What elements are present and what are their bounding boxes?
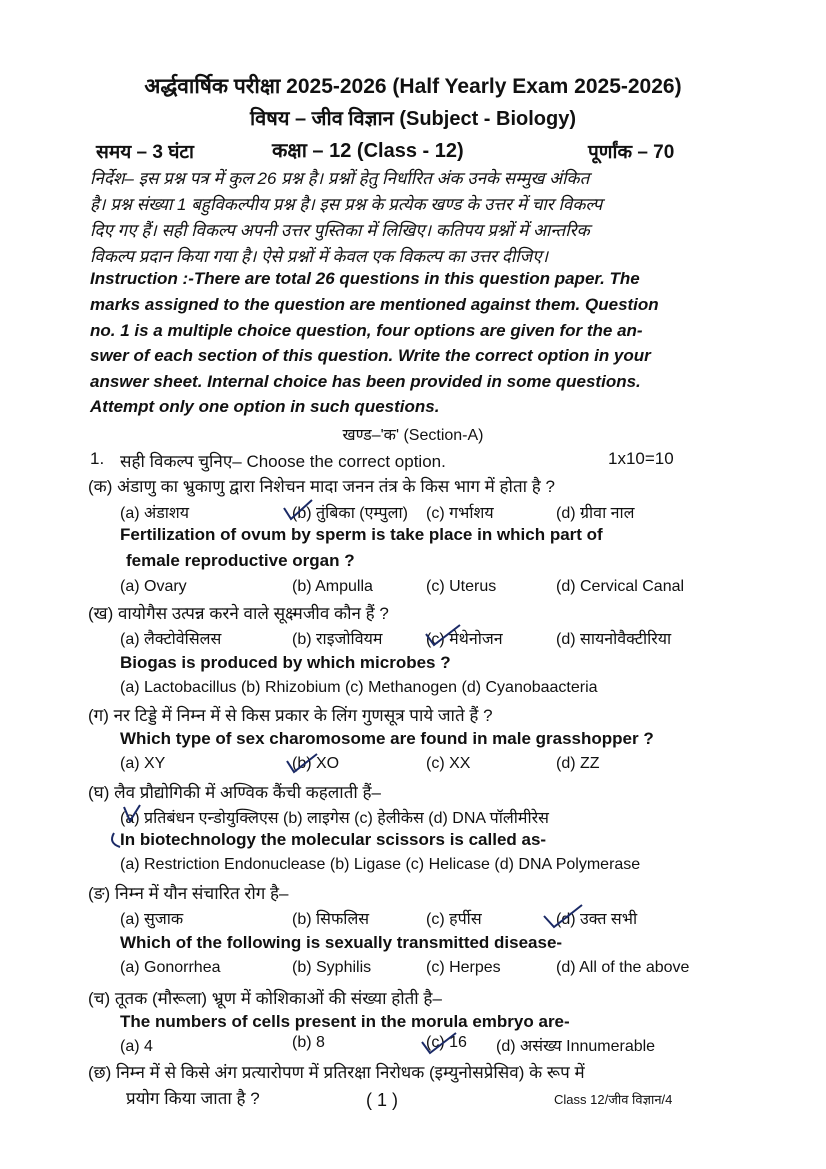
part-kha-english: Biogas is produced by which microbes ?	[120, 653, 451, 672]
instruction-english-line: marks assigned to the question are mentioned against them. Question	[90, 295, 659, 314]
class-label: कक्षा – 12 (Class - 12)	[272, 140, 464, 162]
question-marks: 1x10=10	[608, 449, 674, 468]
option-a: (a) लैक्टोवेसिलस	[120, 631, 222, 648]
part-chha-hindi: प्रयोग किया जाता है ?	[126, 1089, 260, 1108]
option-b: (b) Syphilis	[292, 959, 372, 976]
subject-line: विषय – जीव विज्ञान (Subject - Biology)	[249, 108, 576, 130]
time-label: समय – 3 घंटा	[96, 142, 194, 163]
part-ka-english: Fertilization of ovum by sperm is take place in which part of	[120, 525, 603, 544]
page-number: ( 1 )	[366, 1090, 399, 1110]
option-c: (c) Herpes	[426, 959, 501, 976]
instruction-english-line: Attempt only one option in such questions.	[90, 397, 440, 416]
option-c: (c) हर्पीस	[426, 911, 482, 928]
option-d: (d) ZZ	[556, 755, 600, 772]
options-line: (a) Restriction Endonuclease (b) Ligase (c) Helicase (d) DNA Polymerase	[120, 856, 641, 873]
options-line: (a) Lactobacillus (b) Rhizobium (c) Methanogen (d) Cyanobaacteria	[120, 679, 598, 696]
instruction-hindi-line: विकल्प प्रदान किया गया है। ऐसे प्रश्नों में केवल एक विकल्प का उत्तर दीजिए।	[90, 247, 549, 266]
instruction-english-line: answer sheet. Internal choice has been provided in some questions.	[90, 372, 641, 391]
option-a: (a) Gonorrhea	[120, 959, 221, 976]
instruction-english-line: no. 1 is a multiple choice question, four options are given for the an-	[90, 321, 643, 340]
marks-label: पूर्णांक – 70	[588, 142, 675, 163]
option-a: (a) 4	[120, 1038, 153, 1055]
option-c: (c) गर्भाशय	[426, 505, 494, 522]
option-b: (b) राइजोवियम	[292, 631, 383, 648]
part-nga-english: Which of the following is sexually transmitted disease-	[120, 933, 563, 952]
option-b: (b) तुंबिका (एम्पुला)	[292, 505, 408, 522]
option-b: (b) XO	[292, 755, 340, 772]
option-d: (d) असंख्य Innumerable	[496, 1038, 656, 1055]
option-c: (c) XX	[426, 755, 471, 772]
instruction-hindi-line: दिए गए हैं। सही विकल्प अपनी उत्तर पुस्तिका में लिखिए। कतिपय प्रश्नों में आन्तरिक	[90, 221, 590, 240]
instruction-hindi-line: निर्देश– इस प्रश्न पत्र में कुल 26 प्रश्न है। प्रश्नों हेतु निर्धारित अंक उनके सम्मुख अंकित	[90, 169, 590, 188]
option-d: (d) ग्रीवा नाल	[556, 505, 635, 522]
paper-code: Class 12/जीव विज्ञान/4	[554, 1092, 673, 1107]
option-d: (d) Cervical Canal	[556, 578, 685, 595]
instruction-hindi-line: है। प्रश्न संख्या 1 बहुविकल्पीय प्रश्न है। इस प्रश्न के प्रत्येक खण्ड के उत्तर में चार विकल्प	[90, 195, 603, 214]
option-a: (a) सुजाक	[120, 911, 184, 928]
part-ga-hindi: (ग) नर टिड्डे में निम्न में से किस प्रकार के लिंग गुणसूत्र पाये जाते हैं ?	[88, 706, 493, 725]
part-gha-hindi: (घ) लैव प्रौद्योगिकी में अण्विक कैंची कहलाती हैं–	[88, 783, 382, 802]
option-b: (b) Ampulla	[292, 578, 373, 595]
option-d: (d) सायनोवैक्टीरिया	[556, 631, 672, 648]
instruction-english-line: Instruction :-There are total 26 questions in this question paper. The	[90, 269, 640, 288]
part-chha-hindi: (छ) निम्न में से किसे अंग प्रत्यारोपण में प्रतिरक्षा निरोधक (इम्युनोसप्रेसिव) के रूप में	[88, 1063, 585, 1082]
part-kha-hindi: (ख) वायोगैस उत्पन्न करने वाले सूक्ष्मजीव कौन हैं ?	[88, 604, 389, 623]
option-c: (c) Uterus	[426, 578, 497, 595]
option-d: (d) All of the above	[556, 959, 690, 976]
part-cha-english: The numbers of cells present in the morula embryo are-	[120, 1012, 570, 1031]
part-ka-english: female reproductive organ ?	[126, 551, 355, 570]
option-c: (c) 16	[426, 1034, 467, 1051]
option-c: (c) मेथेनोजन	[426, 631, 503, 648]
option-d: (d) उक्त सभी	[556, 911, 638, 928]
option-a: (a) अंडाशय	[120, 505, 190, 522]
option-a: (a) Ovary	[120, 578, 187, 595]
section-heading: खण्ड–'क' (Section-A)	[342, 427, 484, 444]
part-nga-hindi: (ङ) निम्न में यौन संचारित रोग है–	[88, 884, 289, 903]
options-line: (a) प्रतिबंधन एन्डोयुक्लिएस (b) लाइगेस (c) हेलीकेस (d) DNA पॉलीमीरेस	[120, 810, 549, 827]
exam-title: अर्द्धवार्षिक परीक्षा 2025-2026 (Half Yearly Exam 2025-2026)	[144, 75, 682, 98]
part-ga-english: Which type of sex charomosome are found in male grasshopper ?	[120, 729, 654, 748]
option-b: (b) सिफलिस	[292, 911, 370, 928]
question-number: 1.	[90, 449, 105, 468]
instruction-english-line: swer of each section of this question. Write the correct option in your	[90, 346, 651, 365]
part-gha-english: In biotechnology the molecular scissors is called as-	[120, 830, 547, 849]
part-ka-hindi: (क) अंडाणु का भ्रुकाणु द्वारा निशेचन मादा जनन तंत्र के किस भाग में होता है ?	[88, 477, 555, 496]
question-text: सही विकल्प चुनिए– Choose the correct option.	[120, 452, 446, 471]
part-cha-hindi: (च) तूतक (मौरूला) भ्रूण में कोशिकाओं की संख्या होती है–	[88, 989, 442, 1008]
option-a: (a) XY	[120, 755, 166, 772]
option-b: (b) 8	[292, 1034, 325, 1051]
